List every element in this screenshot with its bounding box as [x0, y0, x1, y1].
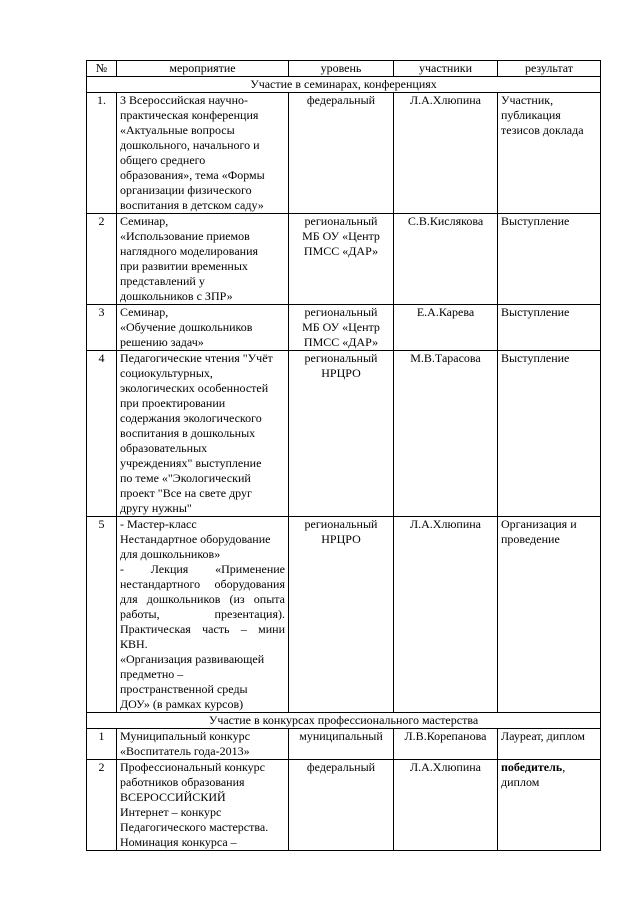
table-row: [87, 760, 601, 851]
row-event-lecture: - Лекция «Применение нестандартного оборудования для дошкольников (из опыта работы, презентация). Практическая часть – мини КВН.: [120, 562, 285, 651]
row-number: 5: [87, 517, 117, 713]
row-level: муниципальный: [289, 729, 394, 760]
row-level: региональный МБ ОУ «Центр ПМСС «ДАР»: [289, 305, 394, 351]
row-result: Организация и проведение: [498, 517, 601, 713]
table-row: [87, 305, 601, 351]
row-level: региональный МБ ОУ «Центр ПМСС «ДАР»: [289, 214, 394, 305]
row-participants: С.В.Кислякова: [394, 214, 498, 305]
row-level: региональный НРЦРО: [289, 351, 394, 517]
section-title-contests: Участие в конкурсах профессионального мастерства: [87, 713, 601, 729]
row-result: Выступление: [498, 305, 601, 351]
row-level: федеральный: [289, 760, 394, 851]
row-event: Семинар, «Обучение дошкольников решению задач»: [117, 305, 289, 351]
row-event-masterclass: - Мастер-класс Нестандартное оборудование для дошкольников»: [120, 517, 271, 561]
row-participants: Л.А.Хлюпина: [394, 517, 498, 713]
header-number: №: [87, 61, 117, 77]
row-number: 3: [87, 305, 117, 351]
row-participants: Е.А.Карева: [394, 305, 498, 351]
row-event: Педагогические чтения "Учёт социокультурных, экологических особенностей при проектировании содержания экологического воспитания в дошкольных образовательных учреждениях" выступление по теме «"Экологический проект "Все на свете друг другу нужны": [117, 351, 289, 517]
row-number: 2: [87, 760, 117, 851]
row-event: Профессиональный конкурс работников образования ВСЕРОССИЙСКИЙ Интернет – конкурс Педагогического мастерства. Номинация конкурса –: [117, 760, 289, 851]
row-number: 1: [87, 729, 117, 760]
row-event: Муниципальный конкурс «Воспитатель года-2013»: [117, 729, 289, 760]
result-winner: победитель: [501, 760, 563, 774]
activities-table: [86, 60, 601, 851]
row-participants: Л.А.Хлюпина: [394, 93, 498, 214]
row-result: [498, 760, 601, 851]
table-row: [87, 729, 601, 760]
section-title-seminars: Участие в семинарах, конференциях: [87, 77, 601, 93]
row-event: [117, 517, 289, 713]
result-diploma: , диплом: [501, 760, 566, 789]
row-result: Выступление: [498, 351, 601, 517]
row-participants: Л.А.Хлюпина: [394, 760, 498, 851]
header-result: результат: [498, 61, 601, 77]
row-number: 2: [87, 214, 117, 305]
row-result: Лауреат, диплом: [498, 729, 601, 760]
table-row: [87, 351, 601, 517]
table-header-row: [87, 61, 601, 77]
row-result: Выступление: [498, 214, 601, 305]
row-event-course: «Организация развивающей предметно – пространственной среды ДОУ» (в рамках курсов): [120, 652, 265, 711]
row-level: региональный НРЦРО: [289, 517, 394, 713]
section-heading-row: [87, 77, 601, 93]
table-row: [87, 517, 601, 713]
row-number: 1.: [87, 93, 117, 214]
header-participants: участники: [394, 61, 498, 77]
row-result: Участник, публикация тезисов доклада: [498, 93, 601, 214]
header-event: мероприятие: [117, 61, 289, 77]
row-participants: Л.В.Корепанова: [394, 729, 498, 760]
row-event: Семинар, «Использование приемов наглядного моделирования при развитии временных представлений у дошкольников с ЗПР»: [117, 214, 289, 305]
row-participants: М.В.Тарасова: [394, 351, 498, 517]
section-heading-row: [87, 713, 601, 729]
table-row: [87, 93, 601, 214]
row-level: федеральный: [289, 93, 394, 214]
table-row: [87, 214, 601, 305]
header-level: уровень: [289, 61, 394, 77]
row-event: 3 Всероссийская научно- практическая конференция «Актуальные вопросы дошкольного, начального и общего среднего образования», тема «Формы организации физического воспитания в детском саду»: [117, 93, 289, 214]
row-number: 4: [87, 351, 117, 517]
